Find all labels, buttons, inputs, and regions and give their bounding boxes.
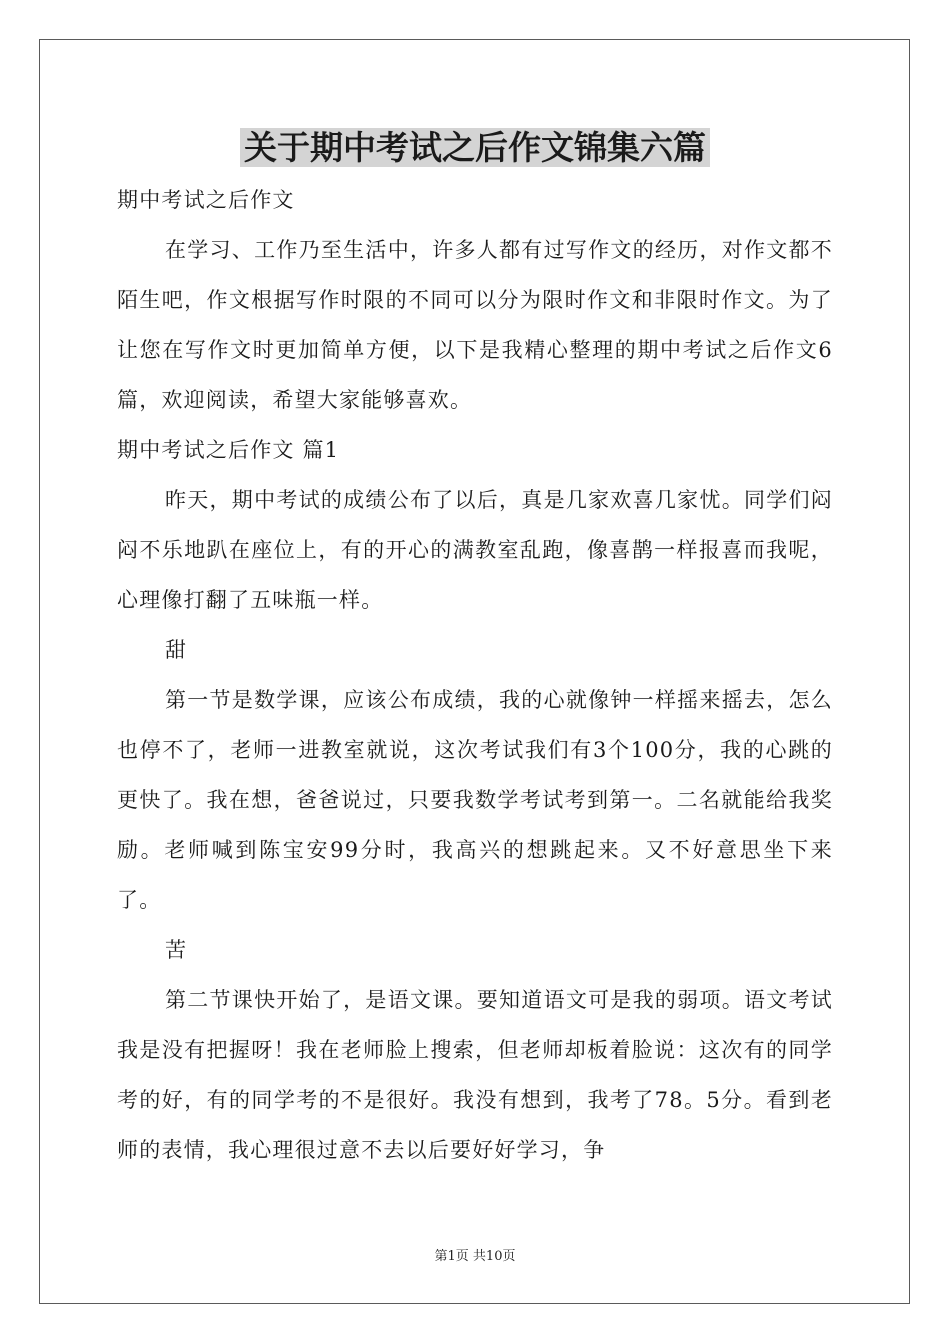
section-heading: 期中考试之后作文 (117, 188, 295, 212)
body-paragraph: 昨天，期中考试的成绩公布了以后，真是几家欢喜几家忧。同学们闷闷不乐地趴在座位上，有的开心的满教室乱跑，像喜鹊一样报喜而我呢，心理像打翻了五味瓶一样。 (117, 488, 833, 612)
body-paragraph: 第一节是数学课，应该公布成绩，我的心就像钟一样摇来摇去，怎么也停不了，老师一进教室就说，这次考试我们有3个100分，我的心跳的更快了。我在想，爸爸说过，只要我数学考试考到第一。二名就能给我奖励。老师喊到陈宝安99分时，我高兴的想跳起来。又不好意思坐下来了。 (117, 688, 833, 912)
document-body (117, 175, 833, 1175)
document-title (0, 124, 950, 172)
section-heading: 期中考试之后作文 篇1 (117, 438, 340, 462)
subheading: 苦 (165, 938, 188, 962)
subheading: 甜 (165, 638, 188, 662)
document-title-text: 关于期中考试之后作文锦集六篇 (240, 128, 710, 167)
page-number: 第1页 共10页 (434, 1249, 516, 1264)
page-footer (0, 1247, 950, 1267)
intro-paragraph: 在学习、工作乃至生活中，许多人都有过写作文的经历，对作文都不陌生吧，作文根据写作时限的不同可以分为限时作文和非限时作文。为了让您在写作文时更加简单方便，以下是我精心整理的期中考试之后作文6篇，欢迎阅读，希望大家能够喜欢。 (117, 238, 833, 412)
body-paragraph: 第二节课快开始了，是语文课。要知道语文可是我的弱项。语文考试我是没有把握呀！我在老师脸上搜索，但老师却板着脸说：这次有的同学考的好，有的同学考的不是很好。我没有想到，我考了78。5分。看到老师的表情，我心理很过意不去以后要好好学习，争 (117, 988, 833, 1162)
